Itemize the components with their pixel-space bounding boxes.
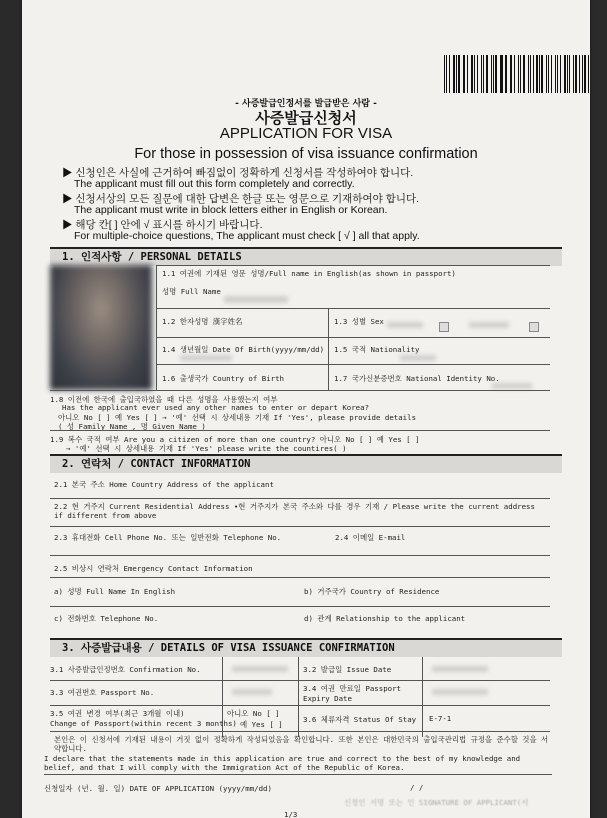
instruction-1-en: The applicant must fill out this form completely and correctly. <box>74 178 355 190</box>
field-2-5-a-label: a) 성명 Full Name In English <box>54 587 176 596</box>
date-of-application-label: 신청일자 (년. 월. 일) DATE OF APPLICATION (yyyy/mm/dd) <box>44 784 272 793</box>
title-subtitle: For those in possession of visa issuance confirmation <box>134 146 478 162</box>
nationality-value[interactable] <box>400 355 436 361</box>
national-id-value[interactable] <box>492 383 532 389</box>
field-1-8-question: Has the applicant ever used any other names to enter or depart Korea? <box>62 403 370 412</box>
passport-change-no-option[interactable]: 아니오 No [ ] <box>227 709 280 718</box>
field-1-4-label: 1.4 생년월일 Date Of Birth(yyyy/mm/dd) <box>162 345 325 354</box>
instruction-1-ko: ▶ 신청인은 사실에 근거하여 빠짐없이 정확하게 신청서를 작성하여야 합니다. <box>62 167 414 179</box>
field-3-4-label: 3.4 여권 만료일 Passport Expiry Date <box>303 684 401 703</box>
field-2-5-d-label: d) 관계 Relationship to the applicant <box>304 614 466 623</box>
field-2-5-c-label: c) 전화번호 Telephone No. <box>54 614 159 623</box>
instruction-3-en: For multiple-choice questions, The applicant must check [ √ ] all that apply. <box>74 230 420 242</box>
title-korean: 사증발급신청서 <box>255 109 357 127</box>
field-2-4-label: 2.4 이메일 E-mail <box>335 533 406 542</box>
section-visa-details-header: 3. 사증발급내용 / DETAILS OF VISA ISSUANCE CONFIRMATION <box>50 638 562 657</box>
field-1-1-label: 1.1 여권에 기재된 영문 성명/Full name in English(as shown in passport) <box>162 269 456 278</box>
full-name-value[interactable] <box>224 296 288 303</box>
field-full-name-label: 성명 Full Name <box>162 287 221 296</box>
field-1-9-details[interactable]: → '예' 선택 시 상세내용 기재 If 'Yes' please write the countires( ) <box>66 444 347 453</box>
sex-female-option[interactable] <box>469 322 509 328</box>
header-subtitle: - 사증발급인정서를 발급받은 사람 - <box>235 99 377 109</box>
instruction-2-en: The applicant must write in block letters either in English or Korean. <box>74 204 388 216</box>
field-2-2-label: 2.2 현 거주지 Current Residential Address •현 거주지가 본국 주소와 다를 경우 기재 / Please write the current address if different from above <box>54 502 535 520</box>
field-1-3-label: 1.3 성별 Sex <box>334 317 384 326</box>
field-1-9-label[interactable]: 1.9 복수 국적 여부 Are you a citizen of more than one country? 아니오 No [ ] 예 Yes [ ] <box>50 435 420 444</box>
field-3-5-sublabel: Change of Passport(within recent 3 months) <box>50 719 237 728</box>
field-1-2-label: 1.2 한자성명 漢字姓名 <box>162 317 243 326</box>
instruction-2-ko: ▶ 신청서상의 모든 질문에 대한 답변은 한글 또는 영문으로 기재하여야 합니다. <box>62 193 420 205</box>
visa-application-page <box>22 0 590 818</box>
field-1-5-label: 1.5 국적 Nationality <box>334 345 420 354</box>
field-1-8-options[interactable]: 아니오 No [ ] 예 Yes [ ] → '예' 선택 시 상세내용 기재 If 'Yes', please provide details <box>58 413 417 422</box>
title-english: APPLICATION FOR VISA <box>219 125 393 142</box>
field-1-8-details[interactable]: ( 성 Family Name , 명 Given Name ) <box>58 422 206 431</box>
field-1-8-label: 1.8 이전에 한국에 출입국하였을 때 다른 성명을 사용했는지 여부 <box>50 395 278 404</box>
section-personal-details-header: 1. 인적사항 / PERSONAL DETAILS <box>50 247 562 266</box>
field-3-3-label: 3.3 여권번호 Passport No. <box>50 688 155 697</box>
field-3-6-label: 3.6 체류자격 Status Of Stay <box>303 715 417 724</box>
issue-date-value[interactable] <box>432 666 488 672</box>
declaration-english: I declare that the statements made in this application are true and correct to the best of my knowledge and belief, and that I will comply with the Immigration Act of the Republic of Korea. <box>44 754 521 772</box>
signature-label: 신청인 서명 또는 인 SIGNATURE OF APPLICANT(서 <box>344 798 529 807</box>
sex-male-checkbox[interactable] <box>439 322 449 332</box>
sex-female-checkbox[interactable] <box>529 322 539 332</box>
instruction-3-ko: ▶ 해당 칸[ ] 안에 √ 표시를 하시기 바랍니다. <box>62 219 263 231</box>
date-of-birth-value[interactable] <box>180 355 232 361</box>
sex-male-option[interactable] <box>387 322 423 328</box>
passport-no-value[interactable] <box>232 689 272 695</box>
field-1-6-label: 1.6 출생국가 Country of Birth <box>162 374 284 383</box>
confirmation-no-value[interactable] <box>232 666 288 672</box>
field-1-7-label: 1.7 국가신분증번호 National Identity No. <box>334 374 500 383</box>
status-of-stay-value[interactable]: E-7-1 <box>429 714 452 723</box>
declaration-korean: 본인은 이 신청서에 기재된 내용이 거짓 없이 정확하게 작성되었음을 확인합니다. 또한 본인은 대한민국의 출입국관리법 규정을 준수할 것을 서약합니다. <box>54 735 549 753</box>
applicant-photo <box>50 265 152 390</box>
page-number: 1/3 <box>284 810 298 818</box>
section-contact-header: 2. 연락처 / CONTACT INFORMATION <box>50 454 562 473</box>
field-2-1-label: 2.1 본국 주소 Home Country Address of the applicant <box>54 480 274 489</box>
field-3-5-label: 3.5 여권 변경 여부(최근 3개월 이내) <box>50 709 185 718</box>
passport-change-yes-option[interactable]: 예 Yes [ ] <box>240 720 283 729</box>
field-2-3-label: 2.3 휴대전화 Cell Phone No. 또는 일반전화 Telephone No. <box>54 533 282 542</box>
field-3-1-label: 3.1 사증발급인정번호 Confirmation No. <box>50 665 201 674</box>
field-2-5-label: 2.5 비상시 연락처 Emergency Contact Information <box>54 564 253 573</box>
field-2-5-b-label: b) 거주국가 Country of Residence <box>304 587 440 596</box>
passport-expiry-value[interactable] <box>432 689 488 695</box>
field-3-2-label: 3.2 발급일 Issue Date <box>303 665 392 674</box>
date-of-application-value[interactable]: / / <box>410 783 424 792</box>
barcode-icon <box>444 55 590 93</box>
